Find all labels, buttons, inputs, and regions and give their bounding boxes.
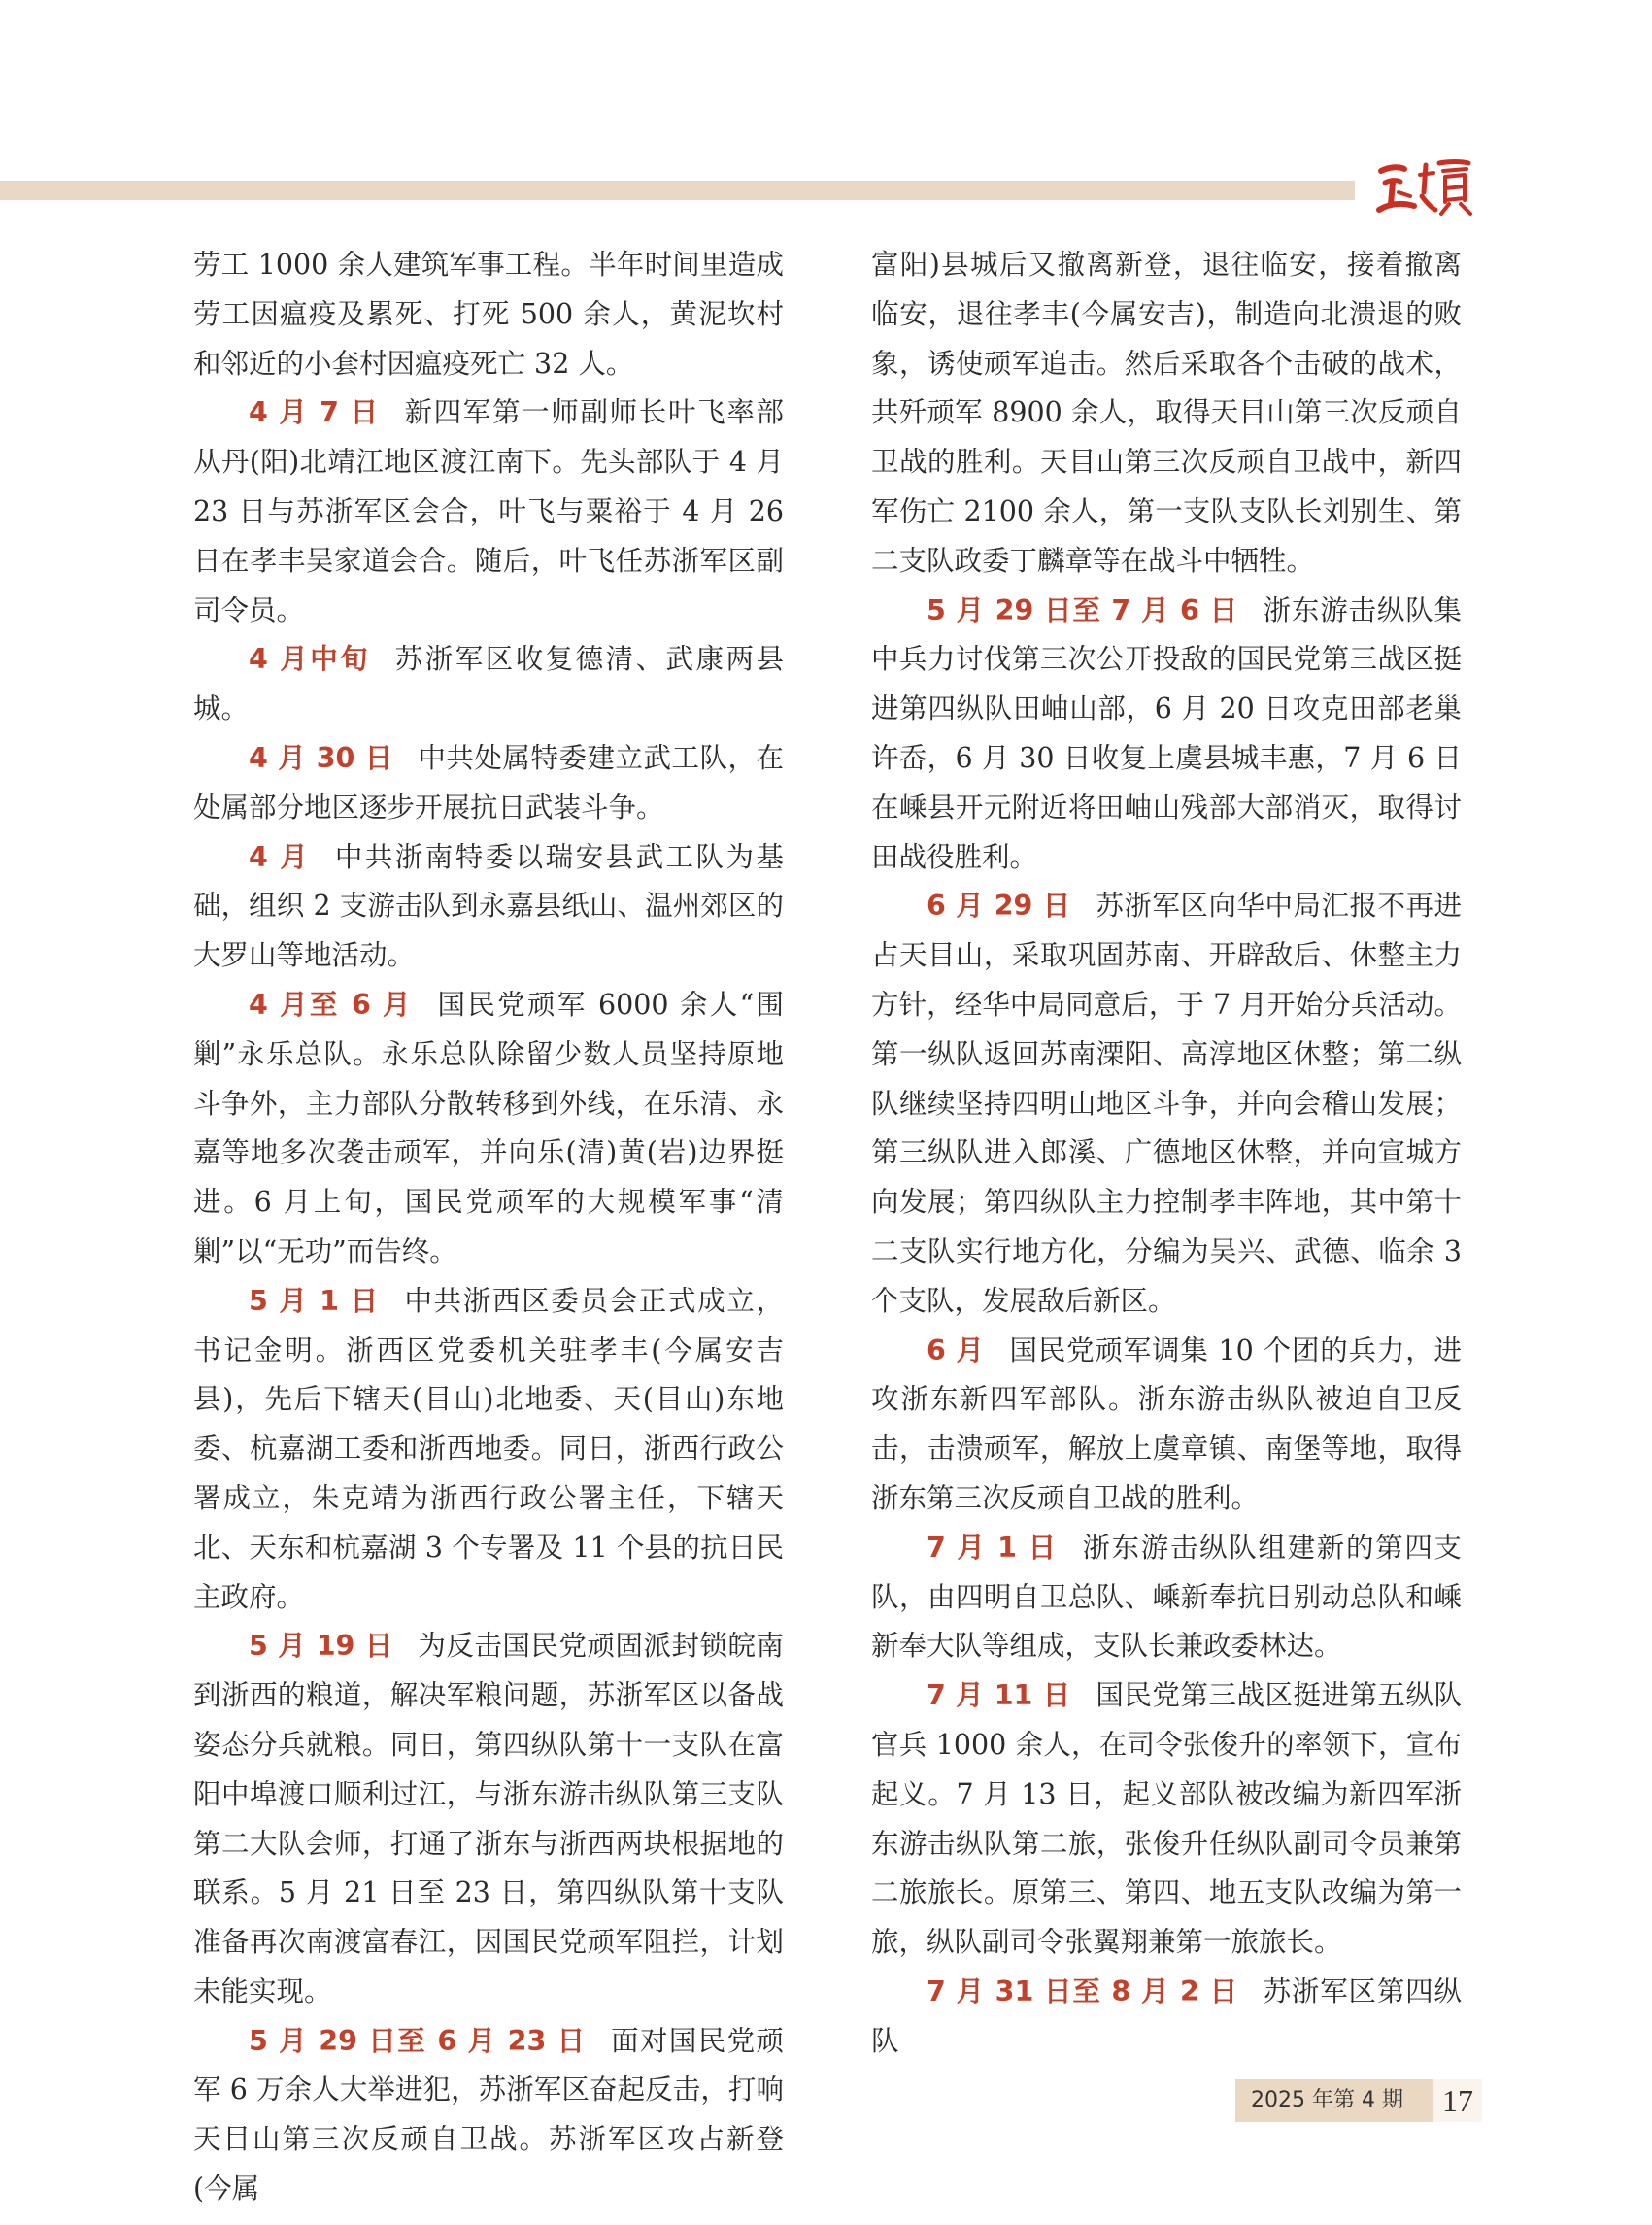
entry-text: 浙东游击纵队组建新的第四支队，由四明自卫总队、嵊新奉抗日别动总队和嵊新奉大队等组成，支队长兼政委林达。 [871,1531,1462,1663]
entry-text: 面对国民党顽军 6 万余人大举进犯，苏浙军区奋起反击，打响天目山第三次反顽自卫战。苏浙军区攻占新登(今属 [193,2024,784,2206]
entry-date: 4 月中旬 [249,643,371,676]
entry-text: 为反击国民党顽固派封锁皖南到浙西的粮道，解决军粮问题，苏浙军区以备战姿态分兵就粮。同日，第四纵队第十一支队在富阳中埠渡口顺利过江，与浙东游击纵队第三支队第二大队会师，打通了浙东与浙西两块根据地的联系。5 月 21 日至 23 日，第四纵队第十支队准备再次南渡富春江，因国民党顽军阻拦，计划未能实现。 [193,1630,784,2007]
entry-text: 中共浙西区委员会正式成立，书记金明。浙西区党委机关驻孝丰(今属安吉县)，先后下辖天(目山)北地委、天(目山)东地委、杭嘉湖工委和浙西地委。同日，浙西行政公署成立，朱克靖为浙西行政公署主任，下辖天北、天东和杭嘉湖 3 个专署及 11 个县的抗日民主政府。 [193,1284,784,1613]
chronicle-entry [193,833,784,981]
entry-text: 国民党第三战区挺进第五纵队官兵 1000 余人，在司令张俊升的率领下，宣布起义。7 月 13 日，起义部队被改编为新四军浙东游击纵队第二旅，张俊升任纵队副司令员兼第二旅旅长。原第三、第四、地五支队改编为第一旅，纵队副司令张翼翔兼第一旅旅长。 [871,1679,1462,1959]
column-logo [1371,153,1478,221]
chronicle-entry [193,1622,784,2016]
chronicle-entry [871,241,1462,587]
entry-date: 7 月 11 日 [927,1679,1071,1712]
chronicle-entry [193,1277,784,1623]
right-column [871,241,1462,2066]
chronicle-entry [871,882,1462,1326]
entry-text: 劳工 1000 余人建筑军事工程。半年时间里造成劳工因瘟疫及累死、打死 500 余人，黄泥坎村和邻近的小套村因瘟疫死亡 32 人。 [193,249,784,380]
entry-text: 苏浙军区第四纵队 [871,1974,1462,2057]
entry-date: 4 月 [249,840,311,873]
entry-text: 苏浙军区向华中局汇报不再进占天目山，采取巩固苏南、开辟敌后、休整主力方针，经华中局同意后，于 7 月开始分兵活动。第一纵队返回苏南溧阳、高淳地区休整；第二纵队继续坚持四明山地区斗争，并向会稽山发展；第三纵队进入郎溪、广德地区休整，并向宣城方向发展；第四纵队主力控制孝丰阵地，其中第十二支队实行地方化，分编为吴兴、武德、临余 3 个支队，发展敌后新区。 [871,890,1462,1317]
chronicle-entry [193,241,784,388]
entry-date: 5 月 19 日 [249,1630,393,1663]
chronicle-entry [871,1671,1462,1968]
chronicle-entry [193,734,784,833]
entry-date: 6 月 [927,1333,985,1366]
chronicle-entry [871,1524,1462,1671]
chronicle-entry [193,635,784,734]
entry-text: 国民党顽军 6000 余人“围剿”永乐总队。永乐总队除留少数人员坚持原地斗争外，主力部队分散转移到外线，在乐清、永嘉等地多次袭击顽军，并向乐(清)黄(岩)边界挺进。6 月上旬，国民党顽军的大规模军事“清剿”以“无功”而告终。 [193,988,784,1267]
page-number: 17 [1433,2079,1482,2122]
header-decorative-bar [0,181,1355,200]
entry-date: 5 月 29 日至 6 月 23 日 [249,2024,587,2057]
logo-calligraphy-icon [1371,153,1478,221]
entry-text: 富阳)县城后又撤离新登，退往临安，接着撤离临安，退往孝丰(今属安吉)，制造向北溃退的败象，诱使顽军追击。然后采取各个击破的战术，共歼顽军 8900 余人，取得天目山第三次反顽自卫战的胜利。天目山第三次反顽自卫战中，新四军伤亡 2100 余人，第一支队支队长刘别生、第二支队政委丁麟章等在战斗中牺牲。 [871,249,1462,577]
entry-text: 浙东游击纵队集中兵力讨伐第三次公开投敌的国民党第三战区挺进第四纵队田岫山部，6 月 20 日攻克田部老巢许岙，6 月 30 日收复上虞县城丰惠，7 月 6 日在嵊县开元附近将田岫山残部大部消灭，取得讨田战役胜利。 [871,593,1462,873]
chronicle-entry [193,2017,784,2214]
chronicle-entry [871,587,1462,883]
entry-text: 国民党顽军调集 10 个团的兵力，进攻浙东新四军部队。浙东游击纵队被迫自卫反击，击溃顽军，解放上虞章镇、南堡等地，取得浙东第三次反顽自卫战的胜利。 [871,1333,1462,1514]
issue-label: 2025 年第 4 期 [1251,2088,1403,2112]
chronicle-entry [871,1968,1462,2067]
entry-date: 5 月 29 日至 7 月 6 日 [927,593,1238,626]
entry-date: 4 月 7 日 [249,396,380,429]
chronicle-entry [193,388,784,635]
chronicle-entry [193,981,784,1277]
left-column [193,241,784,2214]
chronicle-entry [871,1327,1462,1524]
entry-date: 7 月 1 日 [927,1531,1058,1564]
entry-date: 4 月至 6 月 [249,988,413,1021]
entry-text: 新四军第一师副师长叶飞率部从丹(阳)北靖江地区渡江南下。先头部队于 4 月 23 日与苏浙军区会合，叶飞与粟裕于 4 月 26 日在孝丰吴家道会合。随后，叶飞任苏浙军区副司令员。 [193,396,784,626]
entry-text: 中共浙南特委以瑞安县武工队为基础，组织 2 支游击队到永嘉县纸山、温州郊区的大罗山等地活动。 [193,840,784,972]
entry-text: 中共处属特委建立武工队，在处属部分地区逐步开展抗日武装斗争。 [193,741,784,824]
entry-text: 苏浙军区收复德清、武康两县城。 [193,643,784,725]
entry-date: 4 月 30 日 [249,741,393,774]
entry-date: 6 月 29 日 [927,890,1071,923]
entry-date: 5 月 1 日 [249,1284,380,1317]
entry-date: 7 月 31 日至 8 月 2 日 [927,1974,1238,2007]
